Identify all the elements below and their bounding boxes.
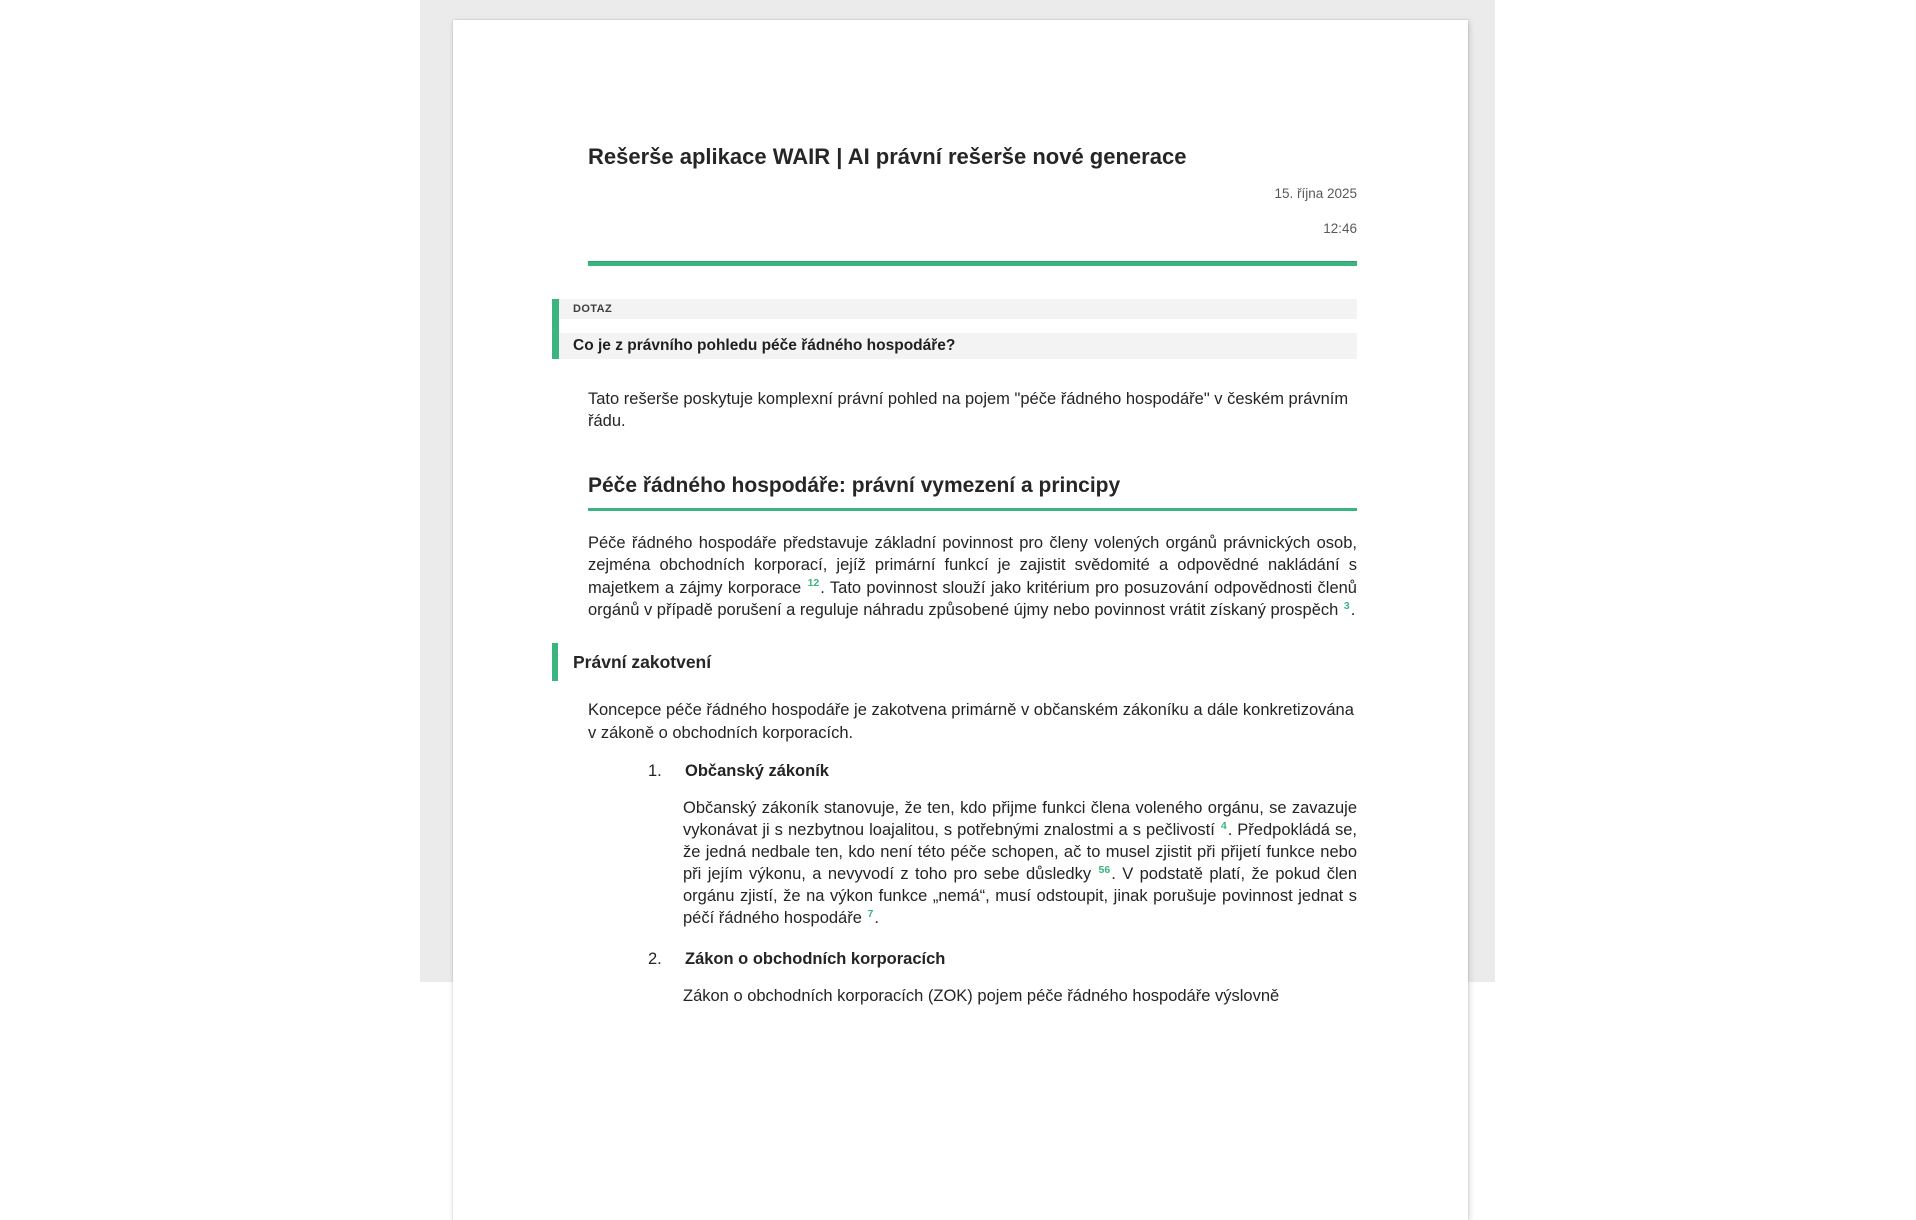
query-question: Co je z právního pohledu péče řádného hospodáře? [559, 333, 1357, 359]
section-heading-main: Péče řádného hospodáře: právní vymezení a principy [588, 473, 1357, 511]
footnote-reference-link[interactable]: 3 [1343, 599, 1350, 612]
query-label: DOTAZ [559, 299, 1357, 319]
query-gap [559, 319, 1357, 333]
document-content [453, 20, 1468, 1007]
list-item-body: Zákon o obchodních korporacích (ZOK) pojem péče řádného hospodáře výslovně [683, 987, 1280, 1006]
list-item-body: Občanský zákoník stanovuje, že ten, kdo přijme funkci člena voleného orgánu, se zavazuje vykonávat ji s nezbytnou loajalitou, s potřebnými znalostmi a s pečlivostí $^4$. Předpokládá se, že jedná nedbale ten, kdo není této péče schopen, ač to musel zjistit při přijetí funkce nebo při jejím výkonu, a nevyvodí z toho pro sebe důsledky $^{56}$. V podstatě platí, že pokud člen orgánu zjistí, že na výkon funkce „nemá“, musí odstoupit, jinak porušuje povinnost jednat s péčí řádného hospodáře $^7$. [683, 799, 1357, 928]
list-item [648, 948, 1357, 1007]
document-page [453, 20, 1468, 1220]
numbered-list [588, 760, 1357, 1007]
document-date: 15. října 2025 [1274, 186, 1357, 201]
footnote-reference-link[interactable]: 7 [867, 907, 874, 920]
list-item-title: Občanský zákoník [685, 762, 829, 781]
main-paragraph: Péče řádného hospodáře představuje základní povinnost pro členy volených orgánů právnických osob, zejména obchodních korporací, jejíž primární funkcí je zajistit svědomité a odpovědné nakládání s majetkem a zájmy korporace $^{12}$. Tato povinnost slouží jako kritérium pro posuzování odpovědnosti členů orgánů v případě porušení a reguluje náhradu způsobené újmy nebo povinnost vrátit získaný prospěch $^3$. [588, 533, 1357, 620]
list-item [648, 760, 1357, 929]
subsection-paragraph: Koncepce péče řádného hospodáře je zakotvena primárně v občanském zákoníku a dále konkretizována v zákoně o obchodních korporacích. [588, 701, 1354, 742]
document-time: 12:46 [1323, 221, 1357, 236]
footnote-reference-link[interactable]: 4 [1220, 819, 1227, 832]
list-item-header [648, 948, 1357, 970]
list-item-header [648, 760, 1357, 782]
intro-paragraph: Tato rešerše poskytuje komplexní právní pohled na pojem "péče řádného hospodáře" v českém právním řádu. [588, 390, 1349, 431]
query-block [552, 299, 1357, 359]
footnote-reference-link[interactable]: 12 [807, 577, 820, 590]
document-title: Rešerše aplikace WAIR | AI právní rešerše nové generace [588, 144, 1187, 169]
subsection-heading-block [552, 643, 1357, 681]
title-divider-rule [588, 261, 1357, 266]
list-item-number: 1. [648, 762, 662, 781]
footnote-reference-link[interactable]: 56 [1098, 863, 1111, 876]
subsection-heading: Právní zakotvení [573, 652, 712, 673]
list-item-number: 2. [648, 950, 662, 969]
list-item-title: Zákon o obchodních korporacích [685, 950, 946, 969]
